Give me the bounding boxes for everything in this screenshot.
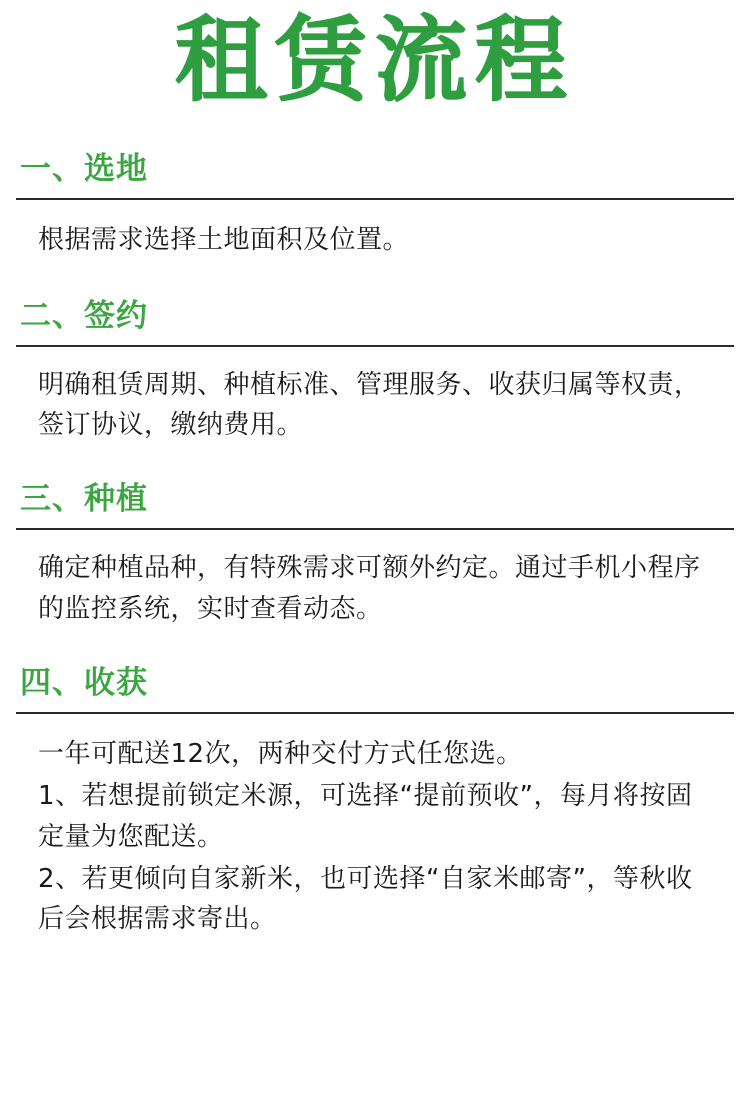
section-paragraph: 一年可配送12次，两种交付方式任您选。 bbox=[38, 739, 523, 770]
section-heading: 一、选地 bbox=[16, 143, 734, 200]
rental-process-page bbox=[0, 8, 750, 1093]
section-planting bbox=[16, 473, 734, 629]
section-paragraph: 根据需求选择土地面积及位置。 bbox=[38, 224, 410, 255]
section-heading: 三、种植 bbox=[16, 473, 734, 530]
section-harvest bbox=[16, 657, 734, 939]
page-title: 租赁流程 bbox=[174, 6, 575, 114]
section-body bbox=[16, 714, 734, 939]
section-paragraph: 2、若更倾向自家新米，也可选择“自家米邮寄”，等秋收后会根据需求寄出。 bbox=[38, 863, 693, 935]
section-heading: 二、签约 bbox=[16, 290, 734, 347]
section-paragraph: 1、若想提前锁定米源，可选择“提前预收”，每月将按固定量为您配送。 bbox=[38, 781, 693, 852]
section-body bbox=[16, 200, 734, 260]
section-heading: 四、收获 bbox=[16, 657, 734, 714]
section-body bbox=[16, 347, 734, 446]
section-paragraph: 确定种植品种，有特殊需求可额外约定。通过手机小程序的监控系统，实时查看动态。 bbox=[38, 553, 701, 624]
section-body bbox=[16, 530, 734, 629]
section-paragraph: 明确租赁周期、种植标准、管理服务、收获归属等权责，签订协议，缴纳费用。 bbox=[38, 369, 701, 441]
section-select-land bbox=[16, 143, 734, 260]
section-sign-contract bbox=[16, 290, 734, 446]
